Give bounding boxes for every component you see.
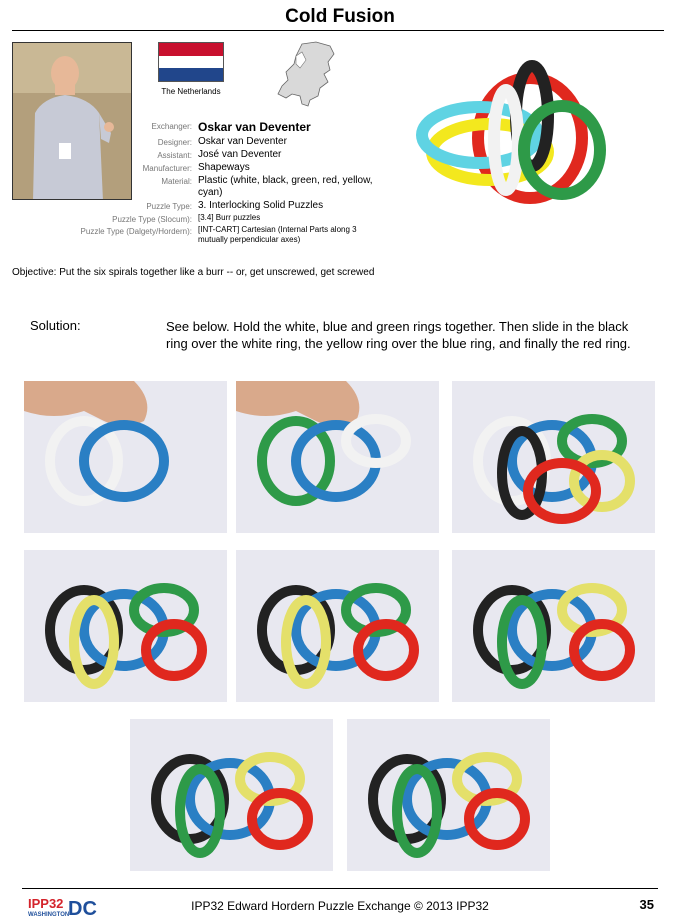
info-value: Oskar van Deventer	[198, 120, 311, 134]
info-value: [INT-CART] Cartesian (Internal Parts along 3 mutually perpendicular axes)	[198, 225, 357, 244]
solution-step-photo	[347, 719, 550, 871]
footer-divider	[22, 888, 658, 889]
solution-step-photo	[452, 550, 655, 702]
solution-step-photo	[24, 381, 227, 533]
svg-text:DC: DC	[68, 898, 97, 917]
solution-step-photo	[452, 381, 655, 533]
title-divider	[12, 30, 664, 31]
country-name: The Netherlands	[161, 87, 221, 96]
info-label: Designer:	[157, 138, 192, 147]
info-row	[12, 225, 392, 245]
svg-text:IPP32: IPP32	[28, 896, 64, 911]
svg-text:WASHINGTON: WASHINGTON	[28, 912, 70, 917]
objective-text: Objective: Put the six spirals together like a burr -- or, get unscrewed, get screwed	[12, 267, 375, 278]
solution-label: Solution:	[30, 318, 81, 333]
solution-step-photo	[236, 550, 439, 702]
page-title: Cold Fusion	[285, 6, 395, 27]
solution-step-photo	[236, 381, 439, 533]
info-label: Puzzle Type (Dalgety/Hordern):	[80, 227, 192, 236]
puzzle-hero-photo	[410, 40, 620, 230]
info-label: Puzzle Type (Slocum):	[112, 215, 192, 224]
info-row	[12, 136, 392, 148]
info-value: Plastic (white, black, green, red, yellow, cyan)	[198, 175, 373, 198]
info-value: Oskar van Deventer	[198, 136, 287, 147]
info-row	[12, 162, 392, 174]
info-label: Exchanger:	[151, 122, 192, 131]
solution-step-photo	[130, 719, 333, 871]
info-value: José van Deventer	[198, 149, 282, 160]
info-row	[12, 120, 392, 135]
netherlands-flag	[158, 42, 224, 82]
solution-text: See below. Hold the white, blue and green rings together. Then slide in the black ring over the white ring, the yellow ring over the blue ring, and finally the red ring.	[166, 319, 631, 351]
flag-stripe-white	[159, 56, 223, 69]
info-value: [3.4] Burr puzzles	[198, 213, 261, 222]
info-row	[12, 213, 392, 224]
info-row	[12, 200, 392, 212]
flag-stripe-red	[159, 43, 223, 56]
info-value: Shapeways	[198, 162, 250, 173]
solution-step-photo	[24, 550, 227, 702]
footer-text: IPP32 Edward Hordern Puzzle Exchange © 2013 IPP32	[191, 899, 489, 913]
info-value: 3. Interlocking Solid Puzzles	[198, 200, 324, 211]
info-label: Assistant:	[157, 151, 192, 160]
page-number: 35	[639, 897, 654, 912]
info-label: Puzzle Type:	[146, 202, 192, 211]
flag-stripe-blue	[159, 68, 223, 81]
puzzle-info-table	[12, 120, 392, 246]
netherlands-map-icon	[272, 38, 344, 110]
info-label: Manufacturer:	[142, 164, 192, 173]
info-row	[12, 175, 392, 199]
info-label: Material:	[161, 177, 192, 186]
info-row	[12, 149, 392, 161]
